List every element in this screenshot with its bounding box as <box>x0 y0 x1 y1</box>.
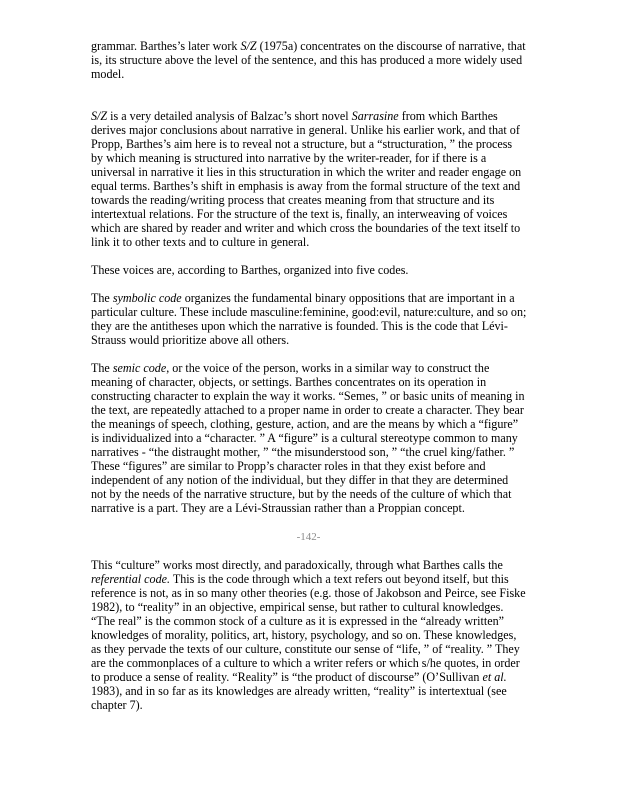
text-line: This “culture” works most directly, and paradoxically, through what Barthes calls the <box>91 558 503 572</box>
text-line: intertextual relations. For the structure of the text is, finally, an interweaving of voices <box>91 206 508 221</box>
text-line: independent of any notion of the individual, but they differ in that they are determined <box>91 472 509 487</box>
text-line: particular culture. These include masculine:feminine, good:evil, nature:culture, and so on; <box>91 304 527 319</box>
text-line: The semic code, or the voice of the person, works in a similar way to construct the <box>91 361 490 375</box>
paragraph-sz-analysis <box>91 110 523 250</box>
paragraph-semic-code <box>91 362 523 515</box>
page-number: -142- <box>296 531 321 543</box>
text-line: constructing character to explain the way it works. “Semes, ” or basic units of meaning in <box>91 388 525 403</box>
paragraph-referential-code <box>91 558 526 712</box>
text-line: reference is not, as in so many other theories (e.g. those of Jakobson and Peirce, see Fiske <box>91 585 526 600</box>
text-line: referential code. This is the code through which a text refers out beyond itself, but this <box>91 571 509 586</box>
text-line: to produce a sense of reality. “Reality” is “the product of discourse” (O’Sullivan et al. <box>91 669 507 684</box>
text-line: derives major conclusions about narrative in general. Unlike his earlier work, and that of <box>91 122 520 137</box>
text-line: grammar. Barthes’s later work S/Z (1975a) concentrates on the discourse of narrative, that <box>91 39 526 53</box>
paragraph-symbolic-code <box>91 291 527 348</box>
text-line: equal terms. Barthes’s shift in emphasis is away from the formal structure of the text and <box>91 178 521 193</box>
text-line: by which meaning is structured into narrative by the writer-reader, for if there is a <box>91 150 487 165</box>
text-line: Propp, Barthes’s aim here is to reveal not a structure, but a “structuration, ” the process <box>91 136 513 151</box>
text-line: knowledges of morality, politics, art, history, psychology, and so on. These knowledges, <box>91 627 517 642</box>
text-line: towards the reading/writing process that creates meaning from that structure and its <box>91 192 495 207</box>
text-line: These “figures” are similar to Propp’s character roles in that they exist before and <box>91 458 486 473</box>
text-line: “The real” is the common stock of a culture as it is expressed in the “already written” <box>91 613 505 628</box>
text-line: which are shared by reader and writer and which cross the boundaries of the text itself to <box>91 220 521 235</box>
text-line: link it to other texts and to culture in general. <box>91 234 310 249</box>
text-line: not by the needs of the narrative structure, but by the needs of the culture of which that <box>91 486 512 501</box>
text-line: they are the antitheses upon which the narrative is founded. This is the code that Lévi- <box>91 318 508 333</box>
text-line: model. <box>91 66 125 81</box>
text-line: The symbolic code organizes the fundamental binary oppositions that are important in a <box>91 291 515 305</box>
text-line: 1983), and in so far as its knowledges are already written, “reality” is intertextual (see <box>91 683 507 698</box>
text-line: narratives - “the distraught mother, ” “the misunderstood son, ” “the cruel king/father. ” <box>91 444 515 459</box>
text-line: is, its structure above the level of the sentence, and this has produced a more widely used <box>91 52 523 67</box>
text-line: meaning of character, objects, or settings. Barthes concentrates on its operation in <box>91 374 487 389</box>
text-line: chapter 7). <box>91 697 143 712</box>
text-line: as they pervade the texts of our culture, constitute our sense of “life, ” of “reality. ” They <box>91 641 520 656</box>
text-line: the meanings of speech, clothing, gesture, action, and are the means by which a “figure” <box>91 416 519 431</box>
paragraph-five-codes <box>91 264 523 278</box>
text-line: narrative is a part. They are a Lévi-Straussian rather than a Proppian concept. <box>91 500 465 515</box>
text-line: the text, are repeatedly attached to a proper name in order to create a character. They bear <box>91 402 524 417</box>
text-line: are the commonplaces of a culture to which a writer refers or which s/he quotes, in order <box>91 655 520 670</box>
text-line: universal in narrative it lies in this structuration in which the writer and reader engage on <box>91 164 522 179</box>
text-line: S/Z is a very detailed analysis of Balzac’s short novel Sarrasine from which Barthes <box>91 109 498 123</box>
paragraph-intro <box>91 39 526 82</box>
text-line: is individualized into a “character. ” A “figure” is a cultural stereotype common to many <box>91 430 518 445</box>
text-line: 1982), to “reality” in an objective, empirical sense, but rather to cultural knowledges. <box>91 599 504 614</box>
text-line: Strauss would prioritize above all others. <box>91 332 290 347</box>
text-line: These voices are, according to Barthes, organized into five codes. <box>91 263 409 277</box>
